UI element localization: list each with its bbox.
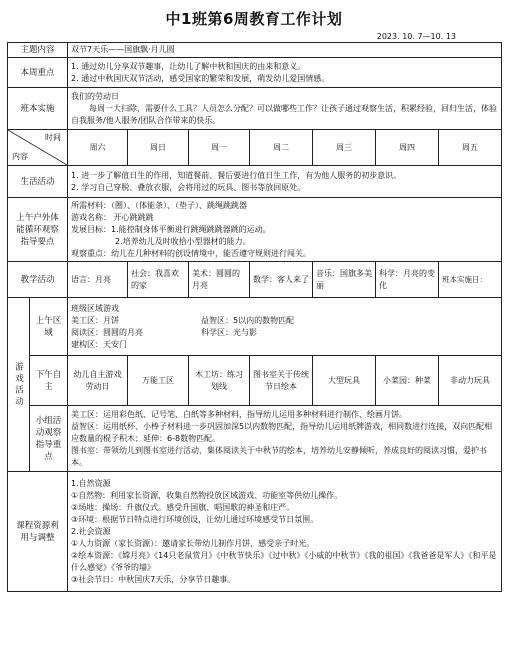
resources-row — [8, 472, 502, 592]
theme-row — [8, 43, 502, 58]
play-morning-row — [8, 298, 502, 356]
days-header-row — [8, 130, 502, 166]
resource-line: 1.自然资源 — [71, 478, 111, 488]
outdoor-label: 上午户外体能循环观察指导要点 — [8, 198, 68, 262]
day-header: 周日 — [128, 130, 189, 166]
afternoon-cell: 小菜园：种菜 — [376, 356, 439, 406]
theme-label: 主题内容 — [8, 43, 68, 58]
life-label: 生活活动 — [8, 166, 68, 198]
date-range: 2023. 10. 7—10. 13 — [376, 32, 456, 41]
resource-line: 2.社会资源 — [71, 526, 111, 536]
teaching-cell: 科学：月亮的变化 — [376, 262, 439, 298]
day-header: 周一 — [189, 130, 250, 166]
guide-line: 益智区：运用纸杯、小棒子材料进一步巩固加深5以内数物匹配，指导幼儿运用纸牌游戏，相同数进行连接，双向匹配相应数量的棍子积木；延伸：6-8数物匹配。 — [71, 421, 493, 443]
play-guide-row — [8, 406, 502, 472]
resource-line: ①人力资源（家长资源）：邀请家长带幼儿制作月饼，感受亲子时光。 — [71, 538, 315, 548]
class-practice-row — [8, 88, 502, 130]
teaching-label: 教学活动 — [8, 262, 68, 298]
resource-line: ③环境：根据节日特点进行环境创设，让幼儿通过环境感受节日氛围。 — [71, 514, 319, 524]
area-item: 阅读区：圆圆的月亮 — [71, 327, 144, 337]
outdoor-line: 2.培养幼儿及时收拾小型器材的能力。 — [115, 236, 251, 246]
focus-item: 1. 通过幼儿分享双节趣事，让幼儿了解中秋和国庆的由来和意义。 — [71, 61, 306, 71]
guide-line: 美工区：运用彩色纸、记号笔、白纸等多种材料，指导幼儿运用多种材料进行制作、绘画月饼。 — [71, 409, 408, 419]
resources-label: 课程资源利用与调整 — [8, 472, 68, 592]
teaching-row — [8, 262, 502, 298]
teaching-cell: 美术：圆圆的月亮 — [189, 262, 250, 298]
corner-content: 内容 — [12, 152, 28, 161]
teaching-cell: 语言：月亮 — [68, 262, 128, 298]
life-item: 1. 进一步了解值日生的作用，知道餐前、餐后要进行值日生工作，有为他人服务的初步意识。 — [71, 170, 402, 180]
focus-item: 2. 通过中秋国庆双节活动，感受国家的繁荣和发展，萌发幼儿爱国情感。 — [71, 73, 330, 83]
play-morning-label: 上午区域 — [30, 298, 68, 356]
teaching-cell: 音乐：国旗多美丽 — [313, 262, 376, 298]
area-item: 益智区：5以内的数物匹配 — [201, 315, 295, 325]
afternoon-cell: 非动力玩具 — [439, 356, 502, 406]
outdoor-row — [8, 198, 502, 262]
teaching-cell: 班本实施日： — [439, 262, 502, 298]
page-title: 中1班第6周教育工作计划 — [165, 10, 343, 28]
afternoon-cell: 幼儿自主游戏劳动日 — [68, 356, 128, 406]
resource-line: ③社会节日：中秋国庆7天乐，分享节日趣事。 — [71, 574, 236, 584]
outdoor-line: 观察重点：幼儿在几种材料的创设情境中，能否遵守规则进行闯关。 — [71, 248, 312, 258]
afternoon-cell: 万能工区 — [128, 356, 189, 406]
focus-label: 本周重点 — [8, 58, 68, 88]
afternoon-cell: 图书室关于传统节日绘本 — [250, 356, 313, 406]
class-practice-heading: 我们的劳动日 — [71, 91, 120, 101]
outdoor-line: 所需材料：（圈）、（体能条）、（垫子）、跳绳跳跳器 — [71, 200, 248, 210]
area-item: 建构区：天安门 — [71, 339, 128, 349]
focus-row — [8, 58, 502, 88]
resource-line: ②场地：操场：升旗仪式。感受升国旗、唱国歌的神圣和庄严。 — [71, 502, 295, 512]
play-afternoon-label: 下午自主 — [30, 356, 68, 406]
afternoon-cell: 大型玩具 — [313, 356, 376, 406]
morning-title: 班级区域游戏 — [71, 303, 120, 313]
teaching-cell: 数学：客人来了 — [250, 262, 313, 298]
outdoor-line: 发展目标：1.能控制身体平衡进行跳绳跳跳器跳的运动。 — [71, 224, 271, 234]
life-row — [8, 166, 502, 198]
life-item: 2. 学习自己穿脱、叠放衣服，会将用过的玩具、图书等放回原处。 — [71, 182, 306, 192]
theme-value: 双节7天乐——国旗飘·月儿圆 — [68, 43, 502, 58]
day-header: 周六 — [68, 130, 128, 166]
day-header: 周三 — [313, 130, 376, 166]
class-practice-label: 班本实施 — [8, 88, 68, 130]
resource-line: ①自然物：利用家长资源，收集自然物投放区域游戏、功能室等供幼儿操作。 — [71, 490, 343, 500]
afternoon-cell: 木工坊：练习划线 — [189, 356, 250, 406]
plan-table — [7, 42, 502, 592]
area-item: 科学区：光与影 — [201, 327, 258, 337]
teaching-cell: 社会：我喜欢的家 — [128, 262, 189, 298]
class-practice-text: 每周一大扫除，需要什么工具？人员怎么分配？可以做哪些工作？让孩子通过观察生活，积累经验，回归生活，体验自我服务/他人服务/团队合作带来的快乐。 — [71, 103, 498, 125]
resource-line: ②绘本资源：《嫦月亮》《14只老鼠赏月》《中秋节快乐》《过中秋》《小威的中秋节》《我的祖国》《我爸爸是军人》《和平是什么感觉》《爷爷的墙》 — [71, 550, 497, 572]
outdoor-line: 游戏名称： 开心跳跳跳 — [71, 212, 154, 222]
corner-time: 时间 — [45, 133, 62, 142]
day-header: 周二 — [250, 130, 313, 166]
play-afternoon-row — [8, 356, 502, 406]
play-guide-label: 小组活动观察指导重点 — [30, 406, 68, 472]
header-corner — [8, 130, 68, 166]
guide-line: 图书室：带领幼儿到图书室进行活动，集体阅读关于中秋节的绘本，培养幼儿安静倾听，养成良好的阅读习惯，爱护书本。 — [71, 445, 488, 467]
day-header: 周五 — [439, 130, 502, 166]
area-item: 美工区：月饼 — [71, 315, 120, 325]
day-header: 周四 — [376, 130, 439, 166]
play-label: 游戏活动 — [8, 298, 30, 472]
